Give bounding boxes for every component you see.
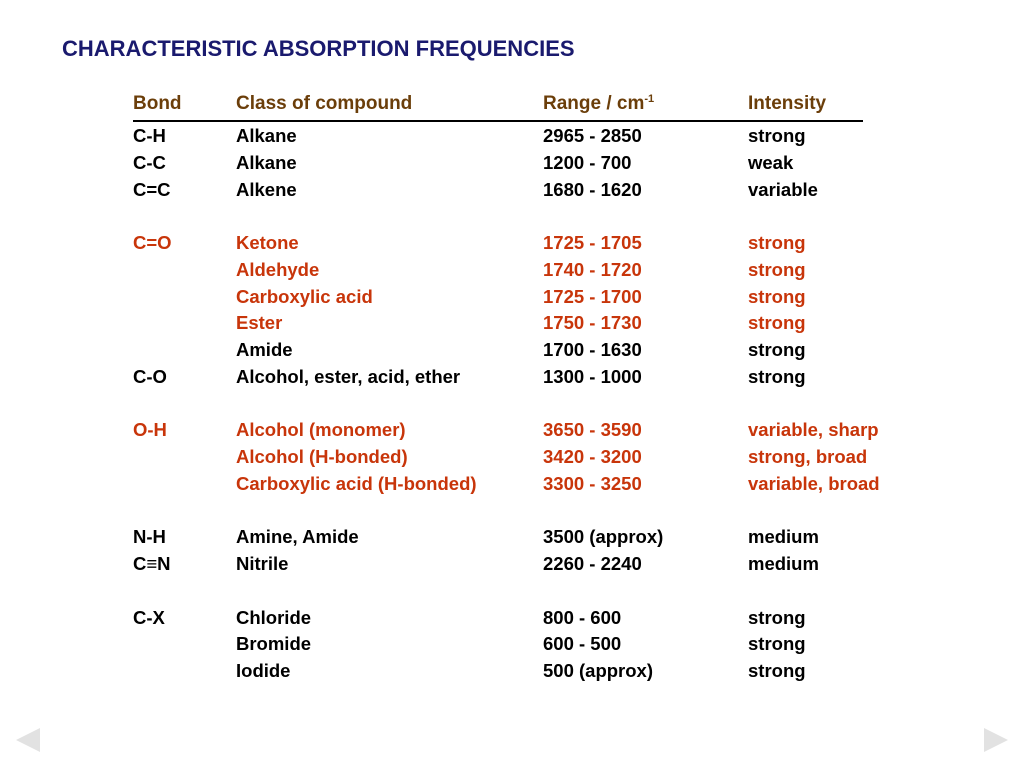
cell-class: Alkene xyxy=(236,178,297,200)
cell-class: Aldehyde xyxy=(236,258,320,280)
cell-class: Carboxylic acid (H-bonded) xyxy=(236,472,477,494)
cell-range: 3300 - 3250 xyxy=(543,472,642,494)
cell-intensity: strong xyxy=(748,285,806,307)
cell-bond: C≡N xyxy=(133,553,171,574)
cell-range: 1300 - 1000 xyxy=(543,365,642,387)
header-range-label: Range / cm xyxy=(543,93,645,114)
table-row xyxy=(133,258,913,285)
cell-intensity: strong xyxy=(748,312,806,334)
cell-range: 600 - 500 xyxy=(543,633,622,655)
cell-bond: N-H xyxy=(133,526,166,548)
cell-class: Ester xyxy=(236,312,283,334)
table-row xyxy=(133,579,913,606)
cell-intensity: strong, broad xyxy=(748,446,868,467)
cell-bond: O-H xyxy=(133,419,167,441)
cell-range: 1200 - 700 xyxy=(543,151,632,173)
cell-bond: C-X xyxy=(133,606,165,628)
table-row xyxy=(133,151,913,178)
header-intensity: Intensity xyxy=(748,93,827,114)
cell-range: 3420 - 3200 xyxy=(543,446,642,467)
cell-class: Alkane xyxy=(236,151,297,173)
cell-bond: C-O xyxy=(133,365,167,387)
table-row xyxy=(133,204,913,231)
cell-intensity: weak xyxy=(748,151,794,173)
header-bond: Bond xyxy=(133,93,182,114)
cell-intensity: strong xyxy=(748,633,806,655)
table-row xyxy=(133,499,913,526)
cell-range: 1725 - 1705 xyxy=(543,232,642,253)
cell-intensity: variable, broad xyxy=(748,472,880,494)
cell-range: 1680 - 1620 xyxy=(543,178,642,200)
cell-range: 1750 - 1730 xyxy=(543,312,642,334)
page-title: CHARACTERISTIC ABSORPTION FREQUENCIES xyxy=(62,36,575,61)
cell-class: Amide xyxy=(236,339,293,360)
table-row xyxy=(133,285,913,312)
cell-intensity: strong xyxy=(748,125,806,146)
header-class: Class of compound xyxy=(236,93,413,114)
cell-intensity: strong xyxy=(748,232,806,253)
cell-class: Alcohol, ester, acid, ether xyxy=(236,365,461,387)
table-row xyxy=(133,338,913,365)
cell-class: Amine, Amide xyxy=(236,526,359,548)
cell-range: 1740 - 1720 xyxy=(543,258,642,280)
cell-range: 1725 - 1700 xyxy=(543,285,642,307)
cell-range: 2260 - 2240 xyxy=(543,553,642,574)
cell-class: Chloride xyxy=(236,606,312,628)
cell-bond: C=C xyxy=(133,178,171,200)
cell-range: 3500 (approx) xyxy=(543,526,664,548)
table-row xyxy=(133,231,913,258)
cell-intensity: strong xyxy=(748,258,806,280)
absorption-table-body xyxy=(133,124,913,686)
cell-class: Carboxylic acid xyxy=(236,285,373,307)
cell-range: 500 (approx) xyxy=(543,660,654,681)
table-row xyxy=(133,178,913,205)
table-row xyxy=(133,124,913,151)
table-row xyxy=(133,392,913,419)
table-row xyxy=(133,445,913,472)
cell-class: Iodide xyxy=(236,660,291,681)
cell-range: 800 - 600 xyxy=(543,606,622,628)
cell-bond: C=O xyxy=(133,232,172,253)
next-slide-button[interactable] xyxy=(982,726,1010,754)
header-range-unit-exponent: -1 xyxy=(644,93,655,105)
cell-range: 2965 - 2850 xyxy=(543,125,642,146)
table-row xyxy=(133,365,913,392)
table-row xyxy=(133,525,913,552)
cell-range: 1700 - 1630 xyxy=(543,339,642,360)
table-row xyxy=(133,552,913,579)
header-range xyxy=(543,93,654,115)
cell-class: Nitrile xyxy=(236,553,289,574)
table-header xyxy=(133,92,863,122)
cell-intensity: strong xyxy=(748,606,806,628)
cell-bond: C-C xyxy=(133,151,166,173)
table-row xyxy=(133,311,913,338)
previous-slide-button[interactable] xyxy=(14,726,42,754)
table-row xyxy=(133,472,913,499)
cell-intensity: variable xyxy=(748,178,818,200)
cell-intensity: medium xyxy=(748,553,819,574)
cell-intensity: strong xyxy=(748,660,806,681)
cell-intensity: variable, sharp xyxy=(748,419,879,441)
cell-intensity: medium xyxy=(748,526,819,548)
table-row xyxy=(133,632,913,659)
table-row xyxy=(133,659,913,686)
cell-class: Ketone xyxy=(236,232,299,253)
triangle-right-icon xyxy=(984,728,1008,752)
cell-class: Bromide xyxy=(236,633,312,655)
cell-bond: C-H xyxy=(133,125,166,146)
cell-intensity: strong xyxy=(748,365,806,387)
cell-class: Alcohol (H-bonded) xyxy=(236,446,408,467)
cell-class: Alkane xyxy=(236,125,297,146)
table-row xyxy=(133,606,913,633)
cell-class: Alcohol (monomer) xyxy=(236,419,406,441)
table-row xyxy=(133,418,913,445)
triangle-left-icon xyxy=(16,728,40,752)
cell-range: 3650 - 3590 xyxy=(543,419,642,441)
cell-intensity: strong xyxy=(748,339,806,360)
